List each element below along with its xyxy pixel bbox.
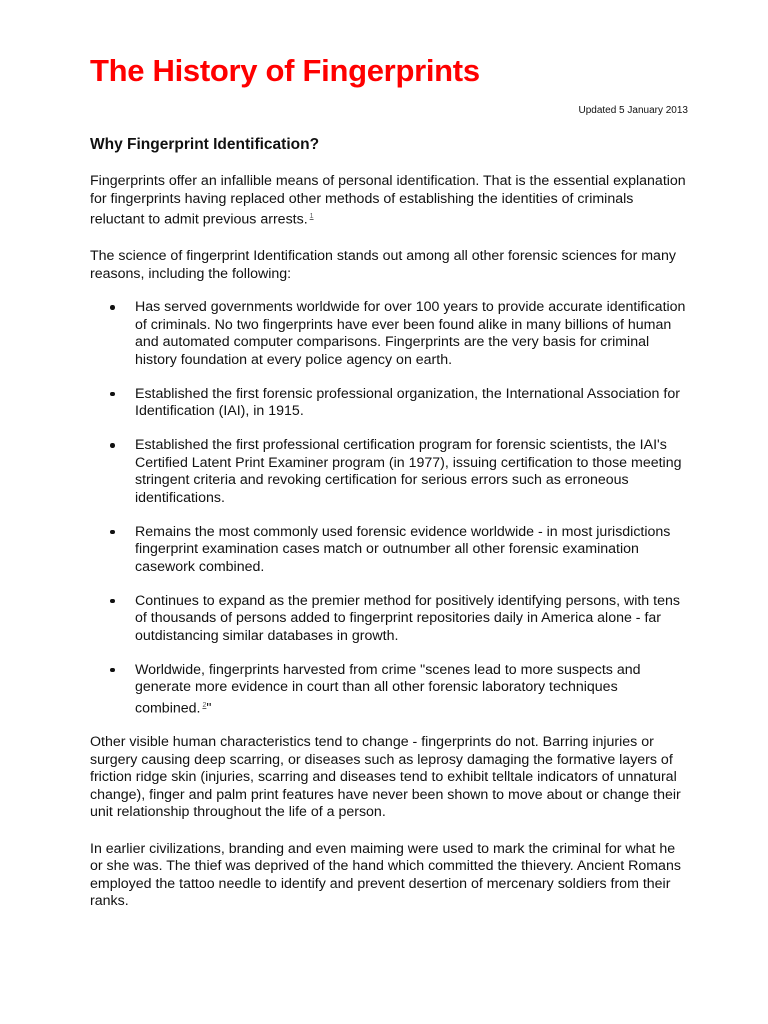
closing-quote: " [206, 700, 212, 717]
intro-paragraph-text: Fingerprints offer an infallible means of personal identification. That is the essential explanation for fingerprints having replaced other methods of establishing the identities of criminals reluctant to admit previous arrests. [90, 173, 686, 228]
page-title: The History of Fingerprints [90, 53, 480, 88]
science-paragraph: The science of fingerprint Identification stands out among all other forensic sciences for many reasons, including the following: [90, 248, 676, 282]
list-item [90, 593, 688, 646]
footnote-link-2[interactable]: 2 [202, 701, 207, 709]
list-item [90, 299, 688, 369]
reasons-list [90, 299, 688, 718]
list-item-text: Established the first forensic professional organization, the International Association for Identification (IAI), in 1915. [135, 385, 680, 420]
list-item-text: Worldwide, fingerprints harvested from crime "scenes lead to more suspects and generate more evidence in court than all other forensic laboratory techniques combined. [135, 661, 641, 717]
section-heading: Why Fingerprint Identification? [90, 136, 320, 153]
bullet-icon [110, 530, 115, 535]
updated-date: Updated 5 January 2013 [578, 105, 688, 116]
bullet-icon [110, 443, 115, 448]
bullet-icon [110, 392, 115, 397]
intro-paragraph [90, 173, 688, 229]
list-item-text: Remains the most commonly used forensic evidence worldwide - in most jurisdictions fingerprint examination cases match or outnumber all other forensic examination casework combined. [135, 523, 671, 575]
footnote-link-1[interactable]: 1 [309, 213, 314, 220]
list-item [90, 662, 688, 718]
bullet-icon [110, 305, 115, 310]
list-item [90, 524, 688, 577]
list-item-text: Established the first professional certification program for forensic scientists, the IAI's Certified Latent Print Examiner program (in 1977), issuing certification to those meeting stringent criteria and revoking certification for serious errors such as erroneous identifications. [135, 437, 682, 506]
bullet-icon [110, 599, 115, 604]
list-item [90, 386, 688, 421]
list-item-text: Has served governments worldwide for over 100 years to provide accurate identification of criminals. No two fingerprints have ever been found alike in many billions of human and automated computer comparisons. Fingerprints are the very basis for criminal history foundation at every police agency on earth. [135, 299, 686, 368]
list-item [90, 437, 688, 507]
bullet-icon [110, 668, 115, 673]
list-item-text: Continues to expand as the premier method for positively identifying persons, with tens of thousands of persons added to fingerprint repositories daily in America alone - far outdistancing similar databases in growth. [135, 592, 680, 644]
paragraph-civilizations: In earlier civilizations, branding and even maiming were used to mark the criminal for what he or she was. The thief was deprived of the hand which committed the thievery. Ancient Romans employed the tattoo needle to identify and prevent desertion of mercenary soldiers from their ranks. [90, 840, 681, 910]
paragraph-characteristics: Other visible human characteristics tend to change - fingerprints do not. Barring injuries or surgery causing deep scarring, or diseases such as leprosy damaging the formative layers of friction ridge skin (injuries, scarring and diseases tend to exhibit telltale indicators of unnatural change), finger and palm print features have never been shown to move about or change their unit relationship throughout the life of a person. [90, 734, 681, 821]
